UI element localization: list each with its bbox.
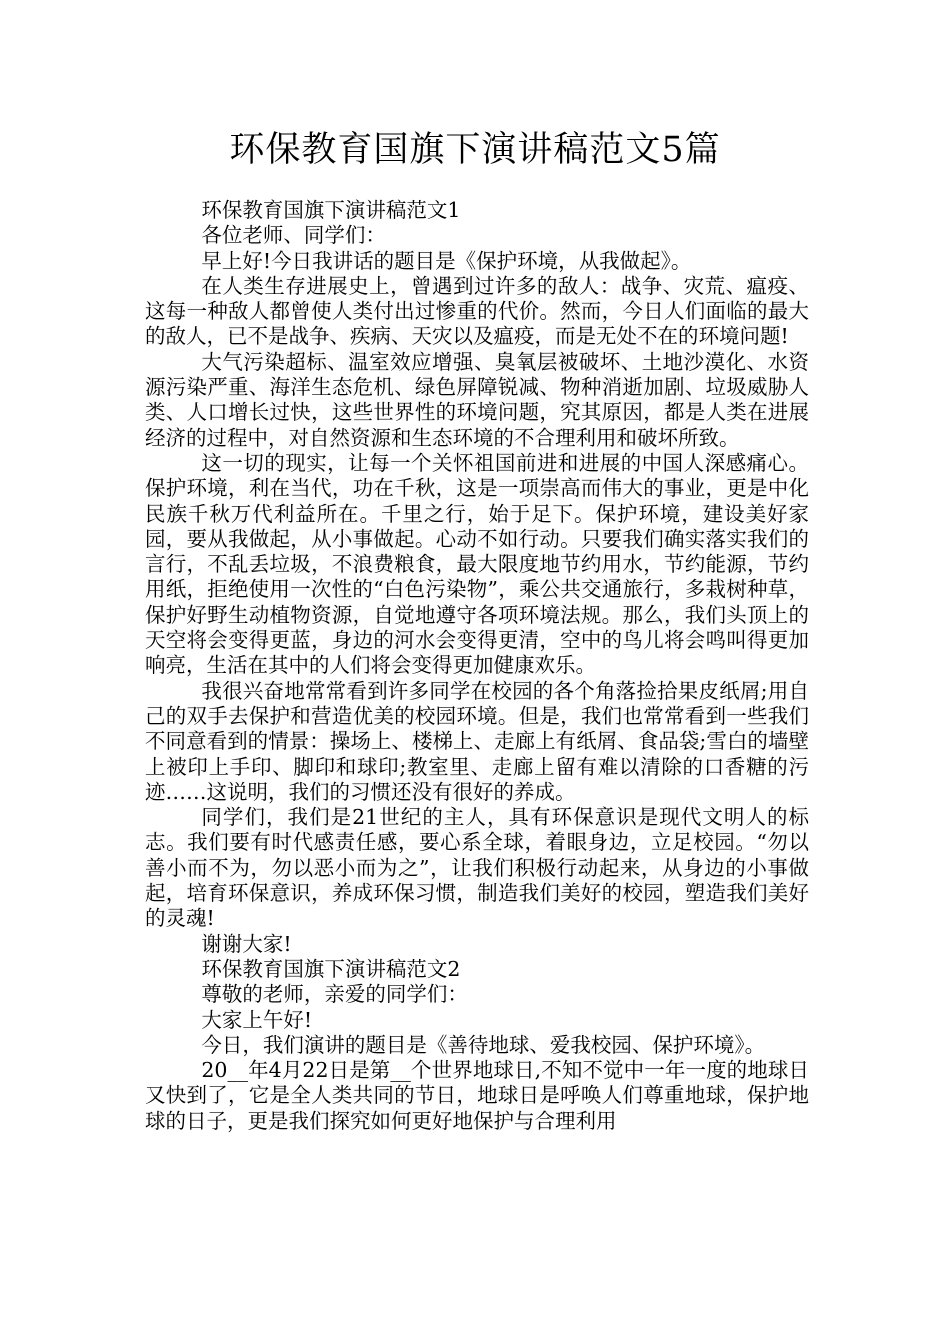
paragraph: 大家上午好! (201, 1007, 313, 1032)
paragraph: 环保教育国旗下演讲稿范文2 (201, 956, 461, 981)
paragraph: 这一切的现实，让每一个关怀祖国前进和进展的中国人深感痛心。保护环境，利在当代，功在千秋，这是一项崇高而伟大的事业，更是中化民族千秋万代利益所在。千里之行，始于足下。保护环境，建设美好家园，要从我做起，从小事做起。心动不如行动。只要我们确实落实我们的言行，不乱丢垃圾，不浪费粮食，最大限度地节约用水，节约能源，节约用纸，拒绝使用一次性的“白色污染物”，乘公共交通旅行，多栽树种草，保护好野生动植物资源，自觉地遵守各项环境法规。那么，我们头顶上的天空将会变得更蓝，身边的河水会变得更清，空中的鸟儿将会鸣叫得更加响亮，生活在其中的人们将会变得更加健康欢乐。 (145, 450, 809, 678)
paragraph: 环保教育国旗下演讲稿范文1 (201, 198, 461, 222)
paragraph: 各位老师、同学们： (201, 223, 386, 248)
paragraph: 今日，我们演讲的题目是《善待地球、爱我校园、保护环境》。 (201, 1032, 766, 1057)
paragraph: 谢谢大家! (201, 931, 292, 956)
paragraph: 我很兴奋地常常看到许多同学在校园的各个角落捡拾果皮纸屑;用自己的双手去保护和营造优美的校园环境。但是，我们也常常看到一些我们不同意看到的情景：操场上、楼梯上、走廊上有纸屑、食品袋;雪白的墙壁上被印上手印、脚印和球印;教室里、走廊上留有难以清除的口香糖的污迹……这说明，我们的习惯还没有很好的养成。 (145, 678, 809, 804)
paragraph: 同学们，我们是21世纪的主人，具有环保意识是现代文明人的标志。我们要有时代感责任感，要心系全球，着眼身边，立足校园。“勿以善小而不为，勿以恶小而为之”，让我们积极行动起来，从身边的小事做起，培育环保意识，养成环保习惯，制造我们美好的校园，塑造我们美好的灵魂! (145, 805, 809, 931)
document-body (145, 198, 809, 1134)
paragraph: 在人类生存进展史上，曾遇到过许多的敌人：战争、灾荒、瘟疫、这每一种敌人都曾使人类付出过惨重的代价。然而，今日人们面临的最大的敌人，已不是战争、疾病、天灾以及瘟疫，而是无处不在的环境问题! (145, 273, 809, 349)
document-title: 环保教育国旗下演讲稿范文5篇 (229, 130, 721, 170)
paragraph: 尊敬的老师，亲爱的同学们： (201, 982, 468, 1007)
paragraph: 大气污染超标、温室效应增强、臭氧层被破坏、土地沙漠化、水资源污染严重、海洋生态危机、绿色屏障锐减、物种消逝加剧、垃圾威胁人类、人口增长过快，这些世界性的环境问题，究其原因，都是人类在进展经济的过程中，对自然资源和生态环境的不合理利用和破坏所致。 (145, 349, 809, 450)
paragraph: 早上好!今日我讲话的题目是《保护环境，从我做起》。 (201, 248, 692, 273)
paragraph: 20__年4月22日是第__个世界地球日,不知不觉中一年一度的地球日又快到了，它是全人类共同的节日，地球日是呼唤人们尊重地球，保护地球的日子，更是我们探究如何更好地保护与合理利用 (145, 1058, 809, 1133)
